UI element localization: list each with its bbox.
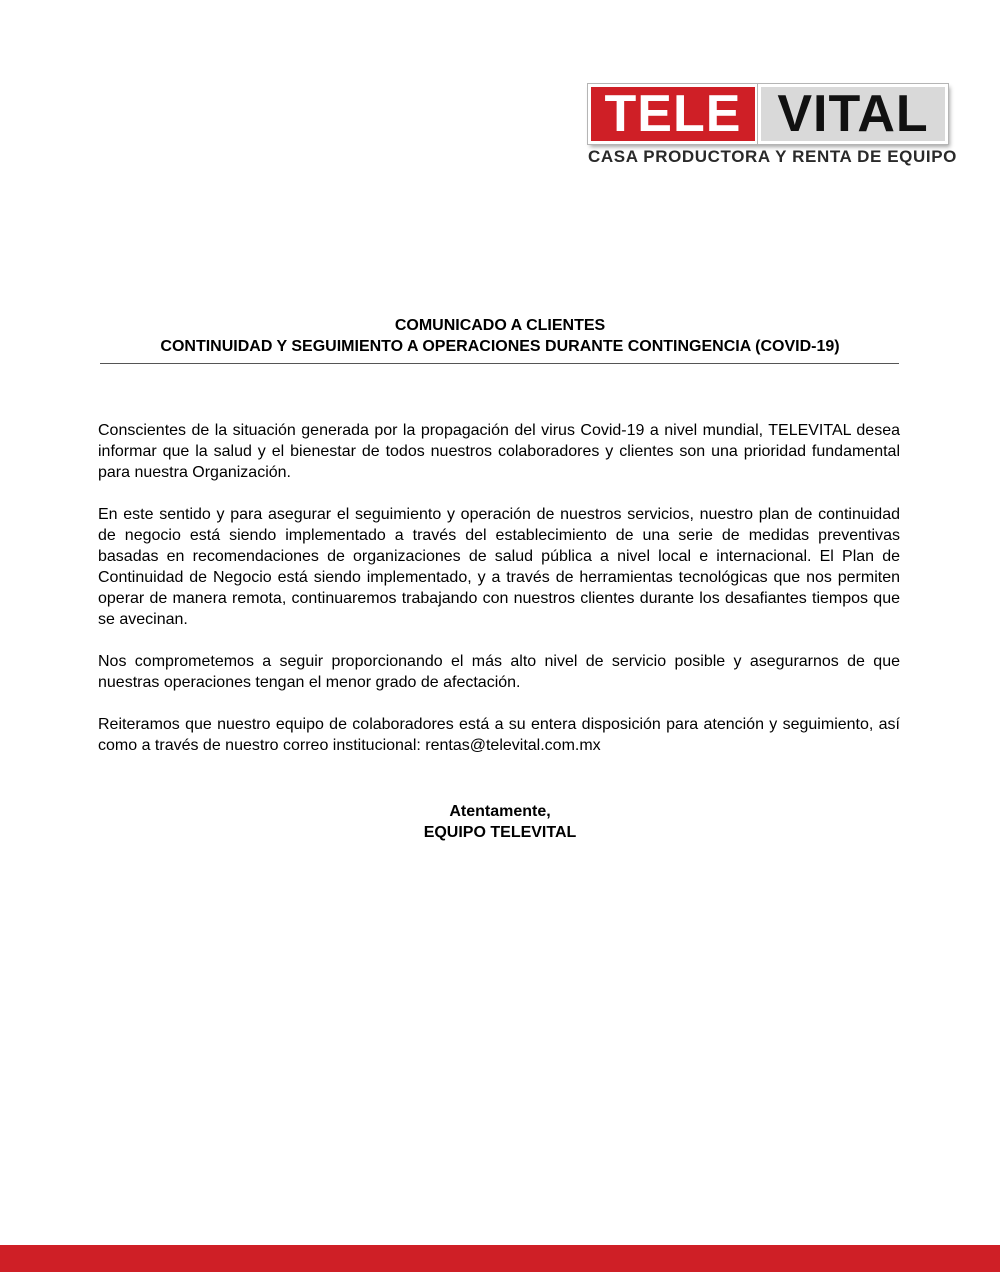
paragraph-4: Reiteramos que nuestro equipo de colaboradores está a su entera disposición para atención y seguimiento, así como a través de nuestro correo institucional: rentas@televital.com.mx xyxy=(98,716,900,754)
footer-bar xyxy=(0,1245,1000,1272)
closing-salutation: Atentamente, xyxy=(449,803,551,820)
title-divider xyxy=(100,363,899,364)
logo-tagline: CASA PRODUCTORA Y RENTA DE EQUIPO xyxy=(588,147,957,166)
logo-tele-text: TELE xyxy=(588,84,758,144)
paragraph-1: Conscientes de la situación generada por la propagación del virus Covid-19 a nivel mundial, TELEVITAL desea informar que la salud y el bienestar de todos nuestros colaboradores y clientes son una prioridad fundamental para nuestra Organización. xyxy=(98,422,900,481)
paragraph-2: En este sentido y para asegurar el seguimiento y operación de nuestros servicios, nuestro plan de continuidad de negocio está siendo implementado a través del establecimiento de una serie de medidas preventivas basadas en recomendaciones de organizaciones de salud pública a nivel local e internacional. El Plan de Continuidad de Negocio está siendo implementado, y a través de herramientas tecnológicas que nos permiten operar de manera remota, continuaremos trabajando con nuestros clientes durante los desafiantes tiempos que se avecinan. xyxy=(98,506,900,628)
paragraph-3: Nos comprometemos a seguir proporcionando el más alto nivel de servicio posible y asegurarnos de que nuestras operaciones tengan el menor grado de afectación. xyxy=(98,653,900,691)
televital-logo xyxy=(588,84,957,168)
logo-vital-text: VITAL xyxy=(758,84,948,144)
document-body xyxy=(98,420,900,777)
logo-wordmark xyxy=(588,84,948,144)
document-title xyxy=(100,315,900,357)
title-line-1: COMUNICADO A CLIENTES xyxy=(394,317,606,334)
title-line-2: CONTINUIDAD Y SEGUIMIENTO A OPERACIONES DURANTE CONTINGENCIA (COVID-19) xyxy=(160,338,840,355)
closing-signature: EQUIPO TELEVITAL xyxy=(423,824,577,841)
closing-block xyxy=(100,801,900,843)
